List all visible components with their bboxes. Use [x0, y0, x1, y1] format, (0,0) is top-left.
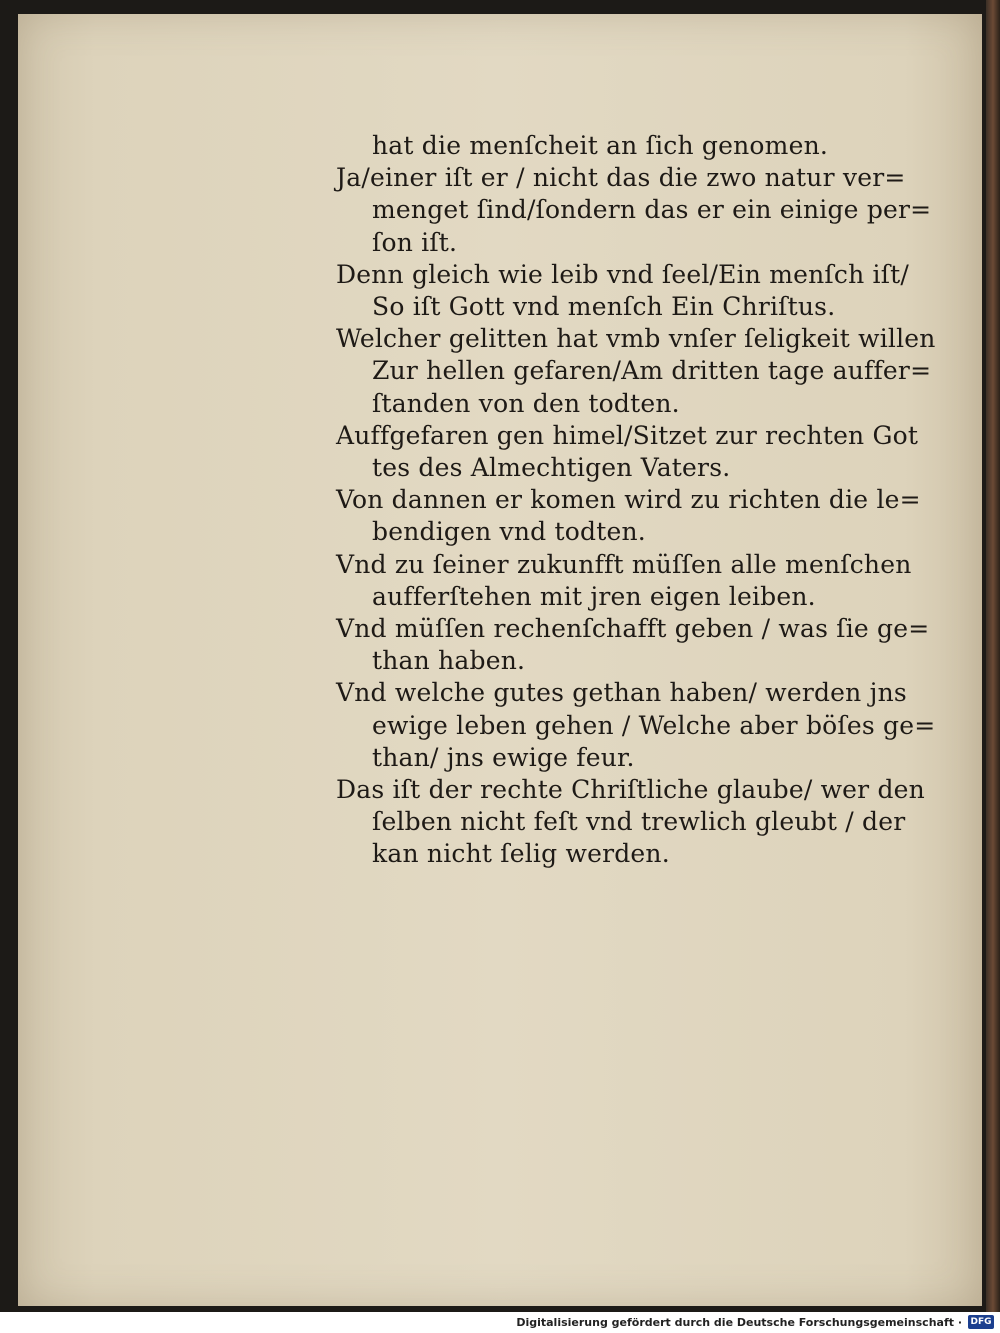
text-line: than haben.	[372, 646, 526, 676]
text-line: than/ jns ewige feur.	[372, 742, 635, 772]
text-line: ſtanden von den todten.	[372, 388, 680, 418]
text-line: ſelben nicht feſt vnd trewlich gleubt / der	[372, 807, 906, 837]
footer-bar	[0, 1312, 1000, 1333]
text-line: Auffgefaren gen himel/Sitzet zur rechten Got	[336, 420, 919, 450]
footer-credit: Digitalisierung gefördert durch die Deutsche Forschungsgemeinschaft ·	[516, 1316, 962, 1329]
text-line: Denn gleich wie leib vnd ſeel/Ein menſch iſt/	[336, 259, 910, 289]
text-line: menget ſind/ſondern das er ein einige per=	[372, 195, 932, 225]
text-line: So iſt Gott vnd menſch Ein Chriſtus.	[372, 292, 836, 322]
text-line: Vnd zu ſeiner zukunfft müſſen alle menſchen	[336, 549, 912, 579]
text-line: hat die menſcheit an ſich genomen.	[372, 131, 829, 160]
text-line: Vnd müſſen rechenſchafft geben / was ſie ge=	[336, 614, 930, 644]
text-line: tes des Almechtigen Vaters.	[372, 453, 731, 483]
text-line: aufferſtehen mit jren eigen leiben.	[372, 581, 816, 611]
text-line: Welcher gelitten hat vmb vnſer ſeligkeit willen	[336, 324, 936, 354]
text-block	[336, 130, 936, 871]
text-line: Zur hellen gefaren/Am dritten tage auffer=	[372, 356, 932, 386]
text-line: ewige leben gehen / Welche aber böſes ge=	[372, 710, 936, 740]
text-line: ſon iſt.	[372, 227, 458, 257]
text-line: Vnd welche gutes gethan haben/ werden jns	[336, 678, 907, 708]
text-line: bendigen vnd todten.	[372, 517, 646, 547]
text-line: kan nicht ſelig werden.	[372, 839, 670, 869]
text-line: Von dannen er komen wird zu richten die le=	[336, 485, 921, 515]
book-spine-edge	[986, 0, 1000, 1312]
book-page	[18, 14, 982, 1306]
dfg-logo-icon: DFG	[968, 1315, 994, 1329]
text-line: Ja/einer iſt er / nicht das die zwo natur ver=	[336, 163, 906, 193]
text-line: Das iſt der rechte Chriſtliche glaube/ wer den	[336, 775, 925, 805]
